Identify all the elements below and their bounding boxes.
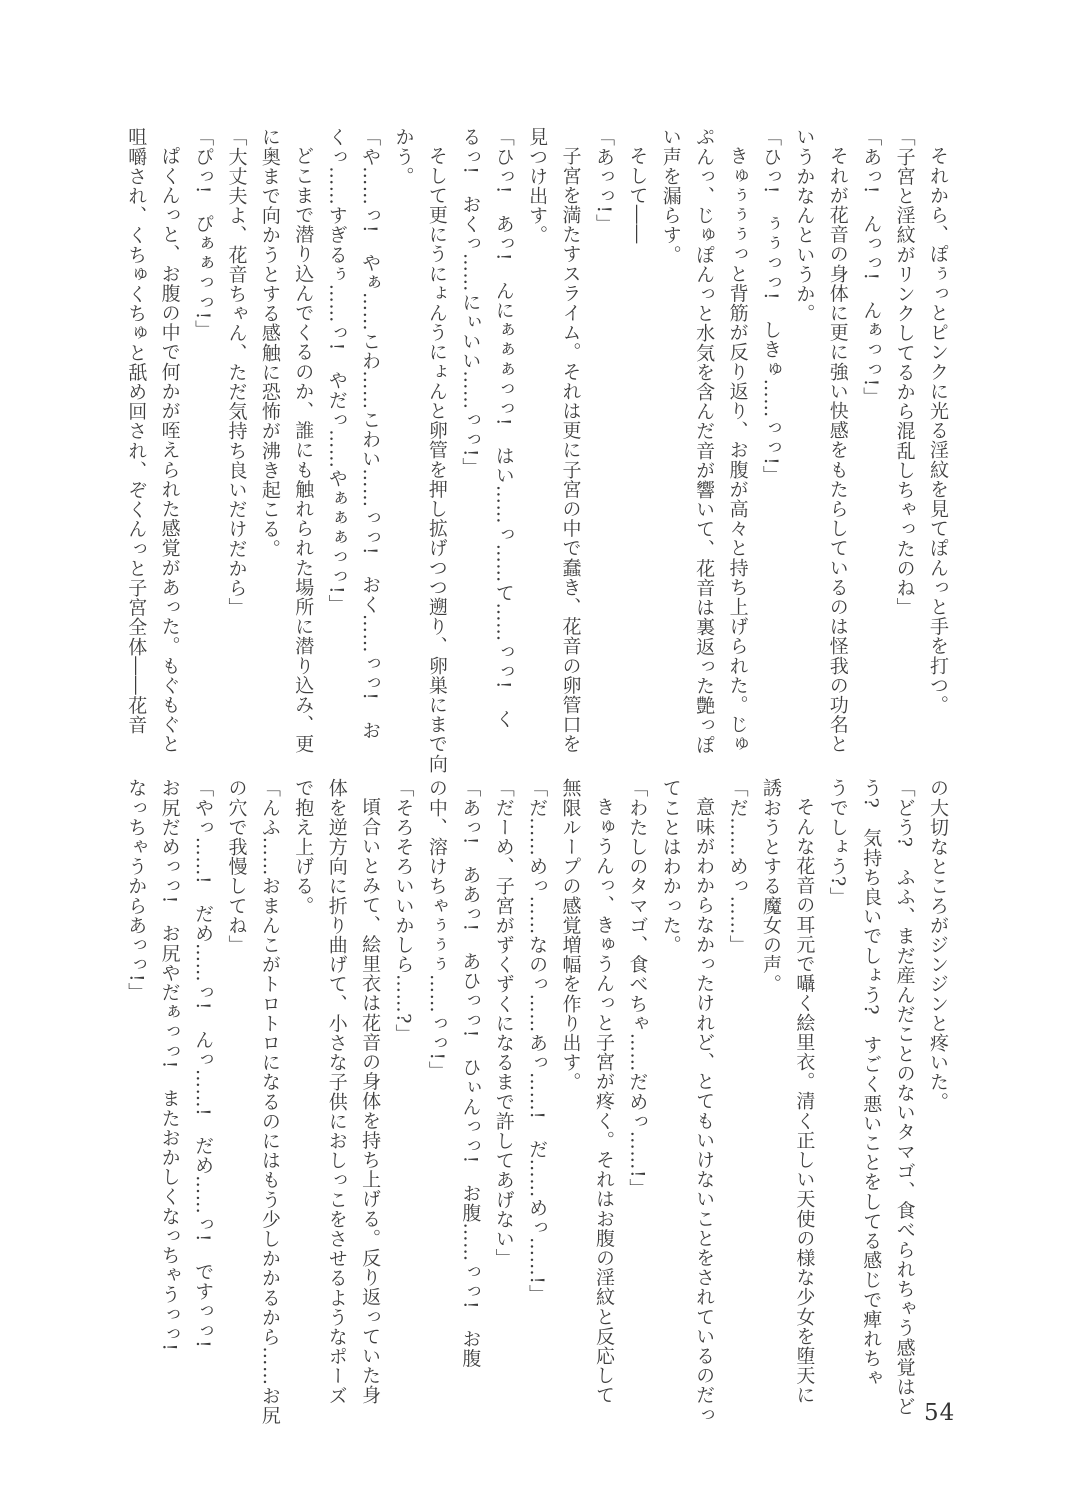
text-line: 「だ……めっ……」 (726, 778, 749, 955)
text-line: 「ひっ! ぅぅっっ! しきゅ……っっ!」 (759, 127, 782, 485)
text-line: 「やっ……! だめ……っ! んっ……! だめ……っ! ですっっ! (192, 778, 215, 1349)
text-line: 「だーめ、子宮がずくずくになるまで許してあげない」 (492, 778, 515, 1268)
text-line: 「わたしのタマゴ、食べちゃ……だめっ……!」 (626, 778, 649, 1198)
bottom-text-block (119, 778, 954, 1443)
text-line: 体を逆方向に折り曲げて、小さな子供におしっこをさせるようなポーズ (325, 778, 348, 1406)
text-line: 頃合いとみて、絵里衣は花音の身体を持ち上げる。反り返っていた身 (359, 797, 382, 1405)
top-text-block (119, 127, 954, 792)
text-line: 「や……っ! やぁ……こわ……こわい……っっ! おく……っっ! お (359, 127, 382, 740)
text-line: の中、溶けちゃぅぅぅ……っっ!」 (425, 778, 448, 1081)
text-line: なっちゃうからあっっ!」 (125, 778, 148, 1002)
text-line: 誘おうとする魔女の声。 (759, 778, 782, 994)
text-line: 「大丈夫よ、花音ちゃん、ただ気持ち良いだけだから」 (225, 127, 248, 617)
text-line: それが花音の身体に更に強い快感をもたらしているのは怪我の功名と (826, 146, 849, 754)
text-line: きゅうんっ、きゅうんっと子宮が疼く。それはお腹の淫紋と反応して (592, 797, 615, 1405)
text-line: 無限ループの感覚増幅を作り出す。 (559, 778, 582, 1092)
text-line: 見つけ出す。 (526, 127, 549, 245)
text-line: の大切なところがジンジンと疼いた。 (927, 778, 949, 1112)
text-line: で抱え上げる。 (292, 778, 315, 916)
text-line: 「あっ! んっっ! んぁっっ!」 (860, 127, 883, 407)
text-line: ぱくんっと、お腹の中で何かが咥えられた感覚があった。もぐもぐと (158, 146, 181, 754)
text-line: そして―― (626, 146, 649, 244)
text-line: う? 気持ち良いでしょう? すごく悪いことをしてる感じで痺れちゃ (860, 778, 883, 1388)
text-line: どこまで潜り込んでくるのか、誰にも触れられた場所に潜り込み、更 (292, 146, 315, 754)
text-line: ぷんっ、じゅぽんっと水気を含んだ音が響いて、花音は裏返った艶っぽ (693, 127, 716, 755)
text-line: きゅぅぅぅっと背筋が反り返り、お腹が高々と持ち上げられた。じゅ (726, 146, 749, 754)
text-line: 意味がわからなかったけれど、とてもいけないことをされているのだっ (693, 797, 716, 1425)
text-line: かう。 (392, 127, 415, 186)
text-line: うでしょう?」 (826, 778, 849, 907)
page-number: 54 (924, 1400, 956, 1426)
text-line: 「そろそろいいかしら……?」 (392, 778, 415, 1044)
text-line: 「あっ! ああっ! あひっっ! ひぃんっっ! お腹……っっ! お腹 (459, 778, 482, 1368)
text-line: の穴で我慢してね」 (225, 778, 248, 955)
text-line: 「ぴっ! ぴぁぁっっ!」 (192, 127, 215, 340)
text-line: 「ひっ! あっ! んにぁぁぁっっ! はい……っ……て……っっ! く (492, 127, 515, 729)
text-line: それから、ぽぅっとピンクに光る淫紋を見てぽんっと手を打つ。 (927, 146, 949, 715)
text-line: 「んふ……おまんこがトロトロになるのにはもう少しかかるから……お尻 (258, 778, 281, 1425)
text-line: そして更にうにょんうにょんと卵管を押し拡げつつ遡り、卵巣にまで向 (425, 146, 448, 774)
text-line: に奥まで向かうとする感触に恐怖が沸き起こる。 (258, 127, 281, 559)
text-line: 「どう? ふふ、まだ産んだことのないタマゴ、食べられちゃう感覚はど (893, 778, 916, 1416)
text-line: 「子宮と淫紋がリンクしてるから混乱しちゃったのね」 (893, 127, 916, 617)
text-line: お尻だめっっ! お尻やだぁっっ! またおかしくなっちゃうっっ! (158, 778, 181, 1352)
text-line: いうかなんというか。 (793, 127, 816, 323)
text-line: 咀嚼され、くちゅくちゅと舐め回され、ぞくんっと子宮全体――花音 (125, 127, 148, 735)
text-line: 子宮を満たすスライム。それは更に子宮の中で蠢き、花音の卵管口を (559, 146, 582, 754)
text-line: くっ……すぎるぅ……っ! やだっ……やぁぁぁっっ!」 (325, 127, 348, 614)
text-line: そんな花音の耳元で囁く絵里衣。清く正しい天使の様な少女を堕天に (793, 797, 816, 1405)
text-line: 「あっっ!」 (592, 127, 615, 234)
text-line: てことはわかった。 (659, 778, 682, 955)
text-line: るっ! おくっ……にぃいい……っっ!」 (459, 127, 482, 477)
text-line: 「だ……めっ……なのっ……あっ……! だ……めっ……!」 (526, 778, 549, 1305)
text-line: い声を漏らす。 (659, 127, 682, 265)
